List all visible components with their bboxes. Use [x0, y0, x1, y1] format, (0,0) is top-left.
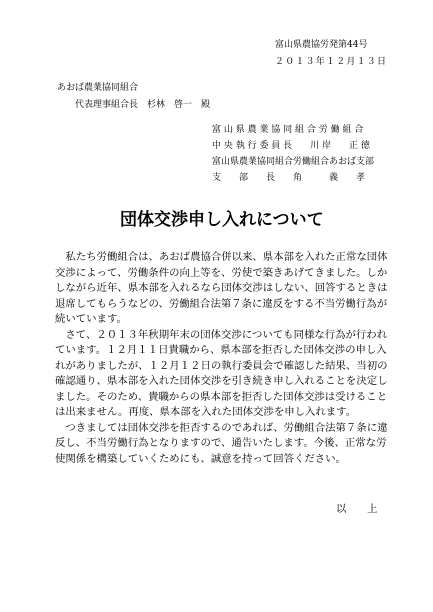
- body-line: 使関係を構築していくためにも、誠意を持って回答ください。: [55, 452, 346, 465]
- body-line: れがありましたが、１２月１２日の執行委員会で確認した結果、当初の: [55, 359, 388, 372]
- sender-branch-head: 支 部 長 角 義 孝: [212, 173, 366, 183]
- body-line: 退席してもらうなどの、労働組合法第７条に違反をする不当労働行為が: [55, 297, 388, 310]
- body-line: 確認通り、県本部を入れた団体交渉を引き続き申し入れることを決定し: [55, 375, 388, 387]
- document-number: 富山県農協労発第44号: [275, 40, 368, 50]
- body-line: ました。そのため、貴職からの県本部を拒否した団体交渉は受けること: [55, 390, 388, 403]
- body-line: 反し、不当労働行為となりますので、通告いたします。今後、正常な労: [55, 437, 387, 449]
- recipient-person: 代表理事組合長 杉林 啓一 殿: [75, 100, 211, 110]
- body-line: しながら近年、県本部を入れるなら団体交渉はしない、回答するときは: [55, 282, 388, 294]
- body-line: ています。１２月１１日貴職から、県本部を拒否した団体交渉の申し入: [55, 344, 387, 356]
- body-line: は出来ません。再度、県本部を入れた団体交渉を申し入れます。: [55, 406, 357, 418]
- document-date: ２０１３年１２月１３日: [275, 57, 388, 67]
- recipient-organization: あおば農業協同組合: [57, 83, 139, 93]
- body-line: つきましては団体交渉を拒否するのであれば、労働組合法第７条に違: [55, 421, 388, 434]
- document-title: 団体交渉申し入れについて: [120, 210, 324, 230]
- sender-branch: 富山県農業協同組合労働組合あおば支部: [212, 157, 375, 167]
- sender-union: 富 山 県 農 業 協 同 組 合 労 働 組 合: [212, 125, 364, 135]
- body-line: 続いています。: [55, 313, 127, 325]
- sender-chair: 中 央 執 行 委 員 長 川 岸 正 徳: [212, 141, 370, 151]
- body-text: [55, 250, 388, 467]
- body-line: 交渉によって、労働条件の向上等を、労使で築きあげてきました。しか: [55, 266, 388, 279]
- body-line: さて、２０１３年秋期年末の団体交渉についても同様な行為が行われ: [55, 328, 388, 341]
- body-line: 私たち労働組合は、あおば農協合併以来、県本部を入れた正常な団体: [55, 251, 388, 263]
- closing-remark: 以 上: [336, 503, 378, 515]
